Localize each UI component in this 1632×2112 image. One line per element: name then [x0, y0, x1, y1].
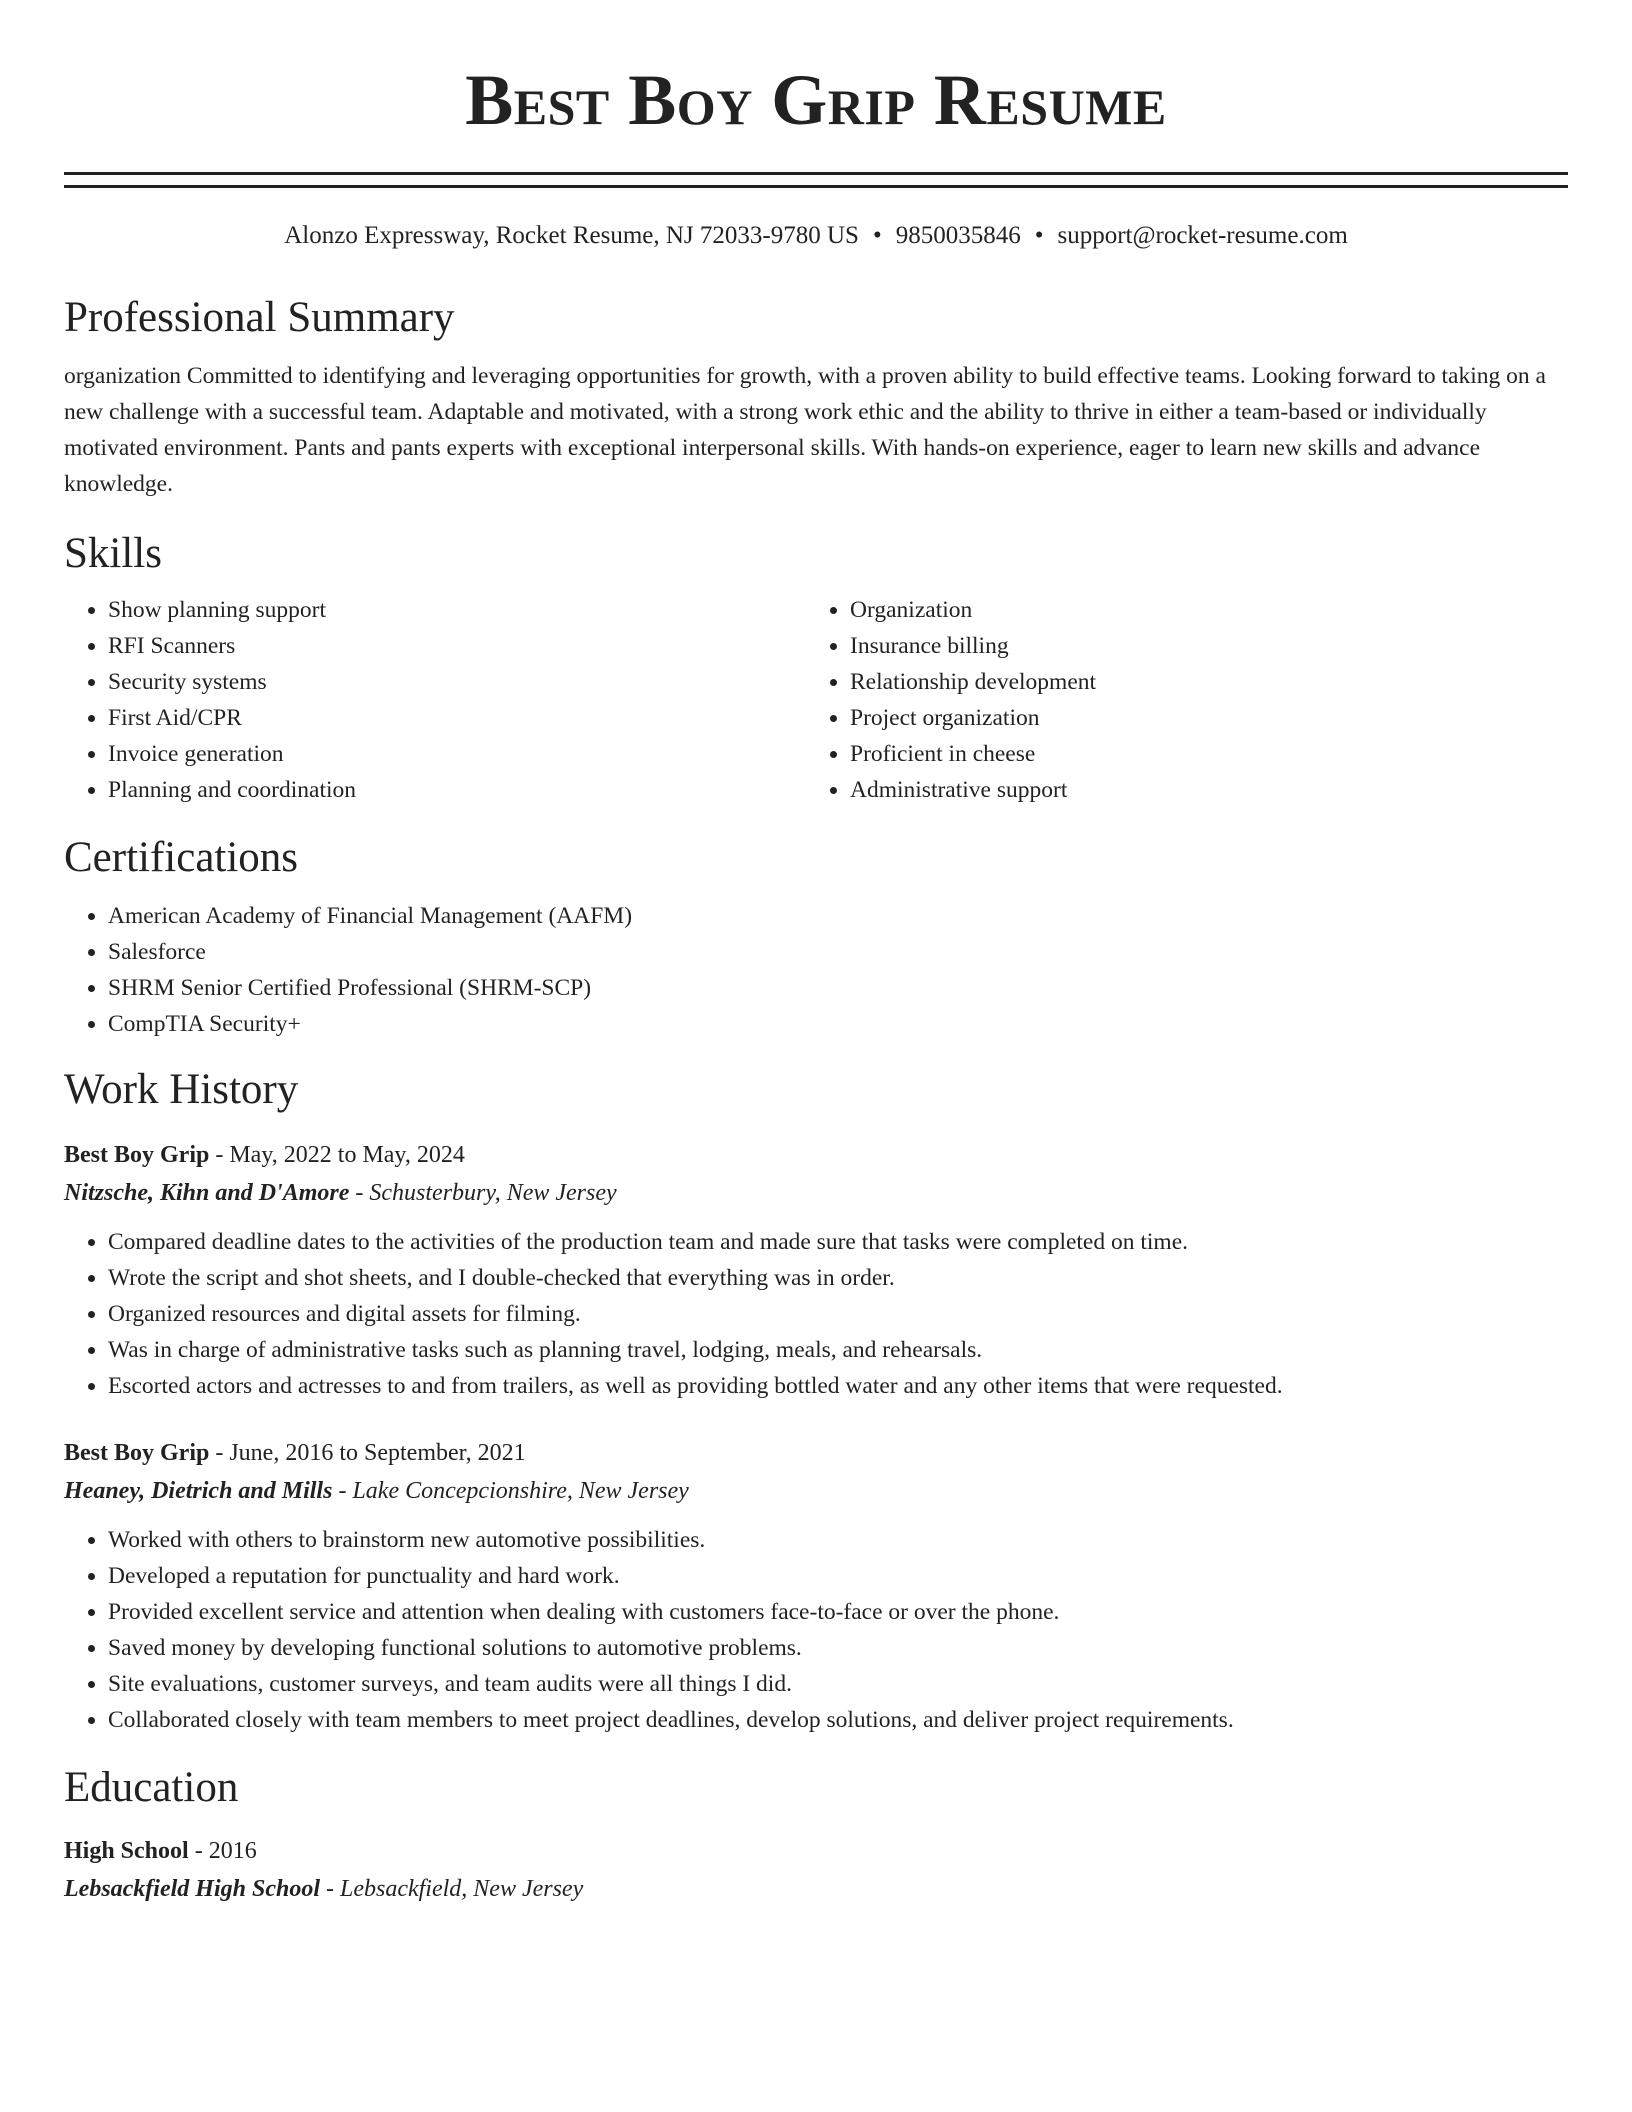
job-company: Heaney, Dietrich and Mills: [64, 1478, 333, 1504]
job-bullet: • Provided excellent service and attention when dealing with customers face-to-face or over the phone.: [108, 1594, 1568, 1630]
skill-item: • RFI Scanners: [108, 628, 806, 664]
job-company-line: [64, 1174, 1568, 1212]
education-school: Lebsackfield High School: [64, 1876, 320, 1902]
skill-item: • Administrative support: [850, 772, 1548, 808]
job-bullet: • Site evaluations, customer surveys, and team audits were all things I did.: [108, 1666, 1568, 1702]
contact-line: [64, 220, 1568, 252]
skill-item: • Insurance billing: [850, 628, 1548, 664]
job-title: Best Boy Grip: [64, 1142, 210, 1168]
skill-item: • Security systems: [108, 664, 806, 700]
job-bullet: • Organized resources and digital assets for filming.: [108, 1296, 1568, 1332]
job-bullet: • Developed a reputation for punctuality and hard work.: [108, 1558, 1568, 1594]
certifications-heading: Certifications: [64, 834, 299, 881]
job-bullets: [64, 1522, 1568, 1738]
job-header: [64, 1434, 1568, 1472]
certification-item: • SHRM Senior Certified Professional (SHRM-SCP): [108, 970, 1568, 1006]
education-header: [64, 1832, 1568, 1870]
contact-separator: •: [872, 222, 882, 249]
job-bullet: • Was in charge of administrative tasks such as planning travel, lodging, meals, and rehearsals.: [108, 1332, 1568, 1368]
job-entry: [64, 1136, 1568, 1404]
skill-item: • First Aid/CPR: [108, 700, 806, 736]
skill-item: • Organization: [850, 592, 1548, 628]
job-location: - Lake Concepcionshire, New Jersey: [332, 1478, 689, 1504]
contact-phone: 9850035846: [895, 222, 1021, 249]
certifications-list: [64, 898, 1568, 1042]
job-bullet: • Wrote the script and shot sheets, and I double-checked that everything was in order.: [108, 1260, 1568, 1296]
education-degree: High School: [64, 1838, 189, 1864]
skills-column-right: [806, 592, 1548, 808]
job-bullets: [64, 1224, 1568, 1404]
job-company-line: [64, 1472, 1568, 1510]
skills-column-left: [64, 592, 806, 808]
job-location: - Schusterbury, New Jersey: [349, 1180, 617, 1206]
job-bullet: • Compared deadline dates to the activities of the production team and made sure that tasks were completed on time.: [108, 1224, 1568, 1260]
skills-columns: [64, 592, 1568, 808]
summary-heading: Professional Summary: [64, 294, 455, 341]
job-bullet: • Collaborated closely with team members to meet project deadlines, develop solutions, and deliver project requirements.: [108, 1702, 1568, 1738]
contact-address: Alonzo Expressway, Rocket Resume, NJ 72033-9780 US: [284, 222, 859, 249]
job-dates: - June, 2016 to September, 2021: [209, 1440, 526, 1466]
job-bullet: • Worked with others to brainstorm new automotive possibilities.: [108, 1522, 1568, 1558]
job-header: [64, 1136, 1568, 1174]
skills-heading: Skills: [64, 530, 162, 577]
job-company: Nitzsche, Kihn and D'Amore: [64, 1180, 350, 1206]
skills-list-left: [64, 592, 806, 808]
job-entry: [64, 1434, 1568, 1738]
job-bullet: • Escorted actors and actresses to and from trailers, as well as providing bottled water and any other items that were requested.: [108, 1368, 1568, 1404]
resume-title: Best Boy Grip Resume: [465, 60, 1167, 140]
skill-item: • Proficient in cheese: [850, 736, 1548, 772]
contact-separator: •: [1034, 222, 1044, 249]
education-year: - 2016: [188, 1838, 257, 1864]
title-divider: [64, 172, 1568, 188]
job-dates: - May, 2022 to May, 2024: [209, 1142, 465, 1168]
education-heading: Education: [64, 1764, 239, 1811]
certification-item: • CompTIA Security+: [108, 1006, 1568, 1042]
job-title: Best Boy Grip: [64, 1440, 210, 1466]
certification-item: • American Academy of Financial Management (AAFM): [108, 898, 1568, 934]
skills-list-right: [806, 592, 1548, 808]
work-history-heading: Work History: [64, 1066, 299, 1113]
education-location: - Lebsackfield, New Jersey: [319, 1876, 584, 1902]
job-bullet: • Saved money by developing functional solutions to automotive problems.: [108, 1630, 1568, 1666]
education-school-line: [64, 1870, 1568, 1908]
skill-item: • Invoice generation: [108, 736, 806, 772]
skill-item: • Planning and coordination: [108, 772, 806, 808]
skill-item: • Relationship development: [850, 664, 1548, 700]
contact-email: support@rocket-resume.com: [1057, 222, 1348, 249]
skill-item: • Project organization: [850, 700, 1548, 736]
skill-item: • Show planning support: [108, 592, 806, 628]
certification-item: • Salesforce: [108, 934, 1568, 970]
summary-text: organization Committed to identifying and leveraging opportunities for growth, with a proven ability to build effective teams. Looking forward to taking on a new challenge with a successful team. Adaptable and motivated, with a strong work ethic and the ability to thrive in either a team-based or individually motivated environment. Pants and pants experts with exceptional interpersonal skills. With hands-on experience, eager to learn new skills and advance knowledge.: [64, 363, 1546, 497]
